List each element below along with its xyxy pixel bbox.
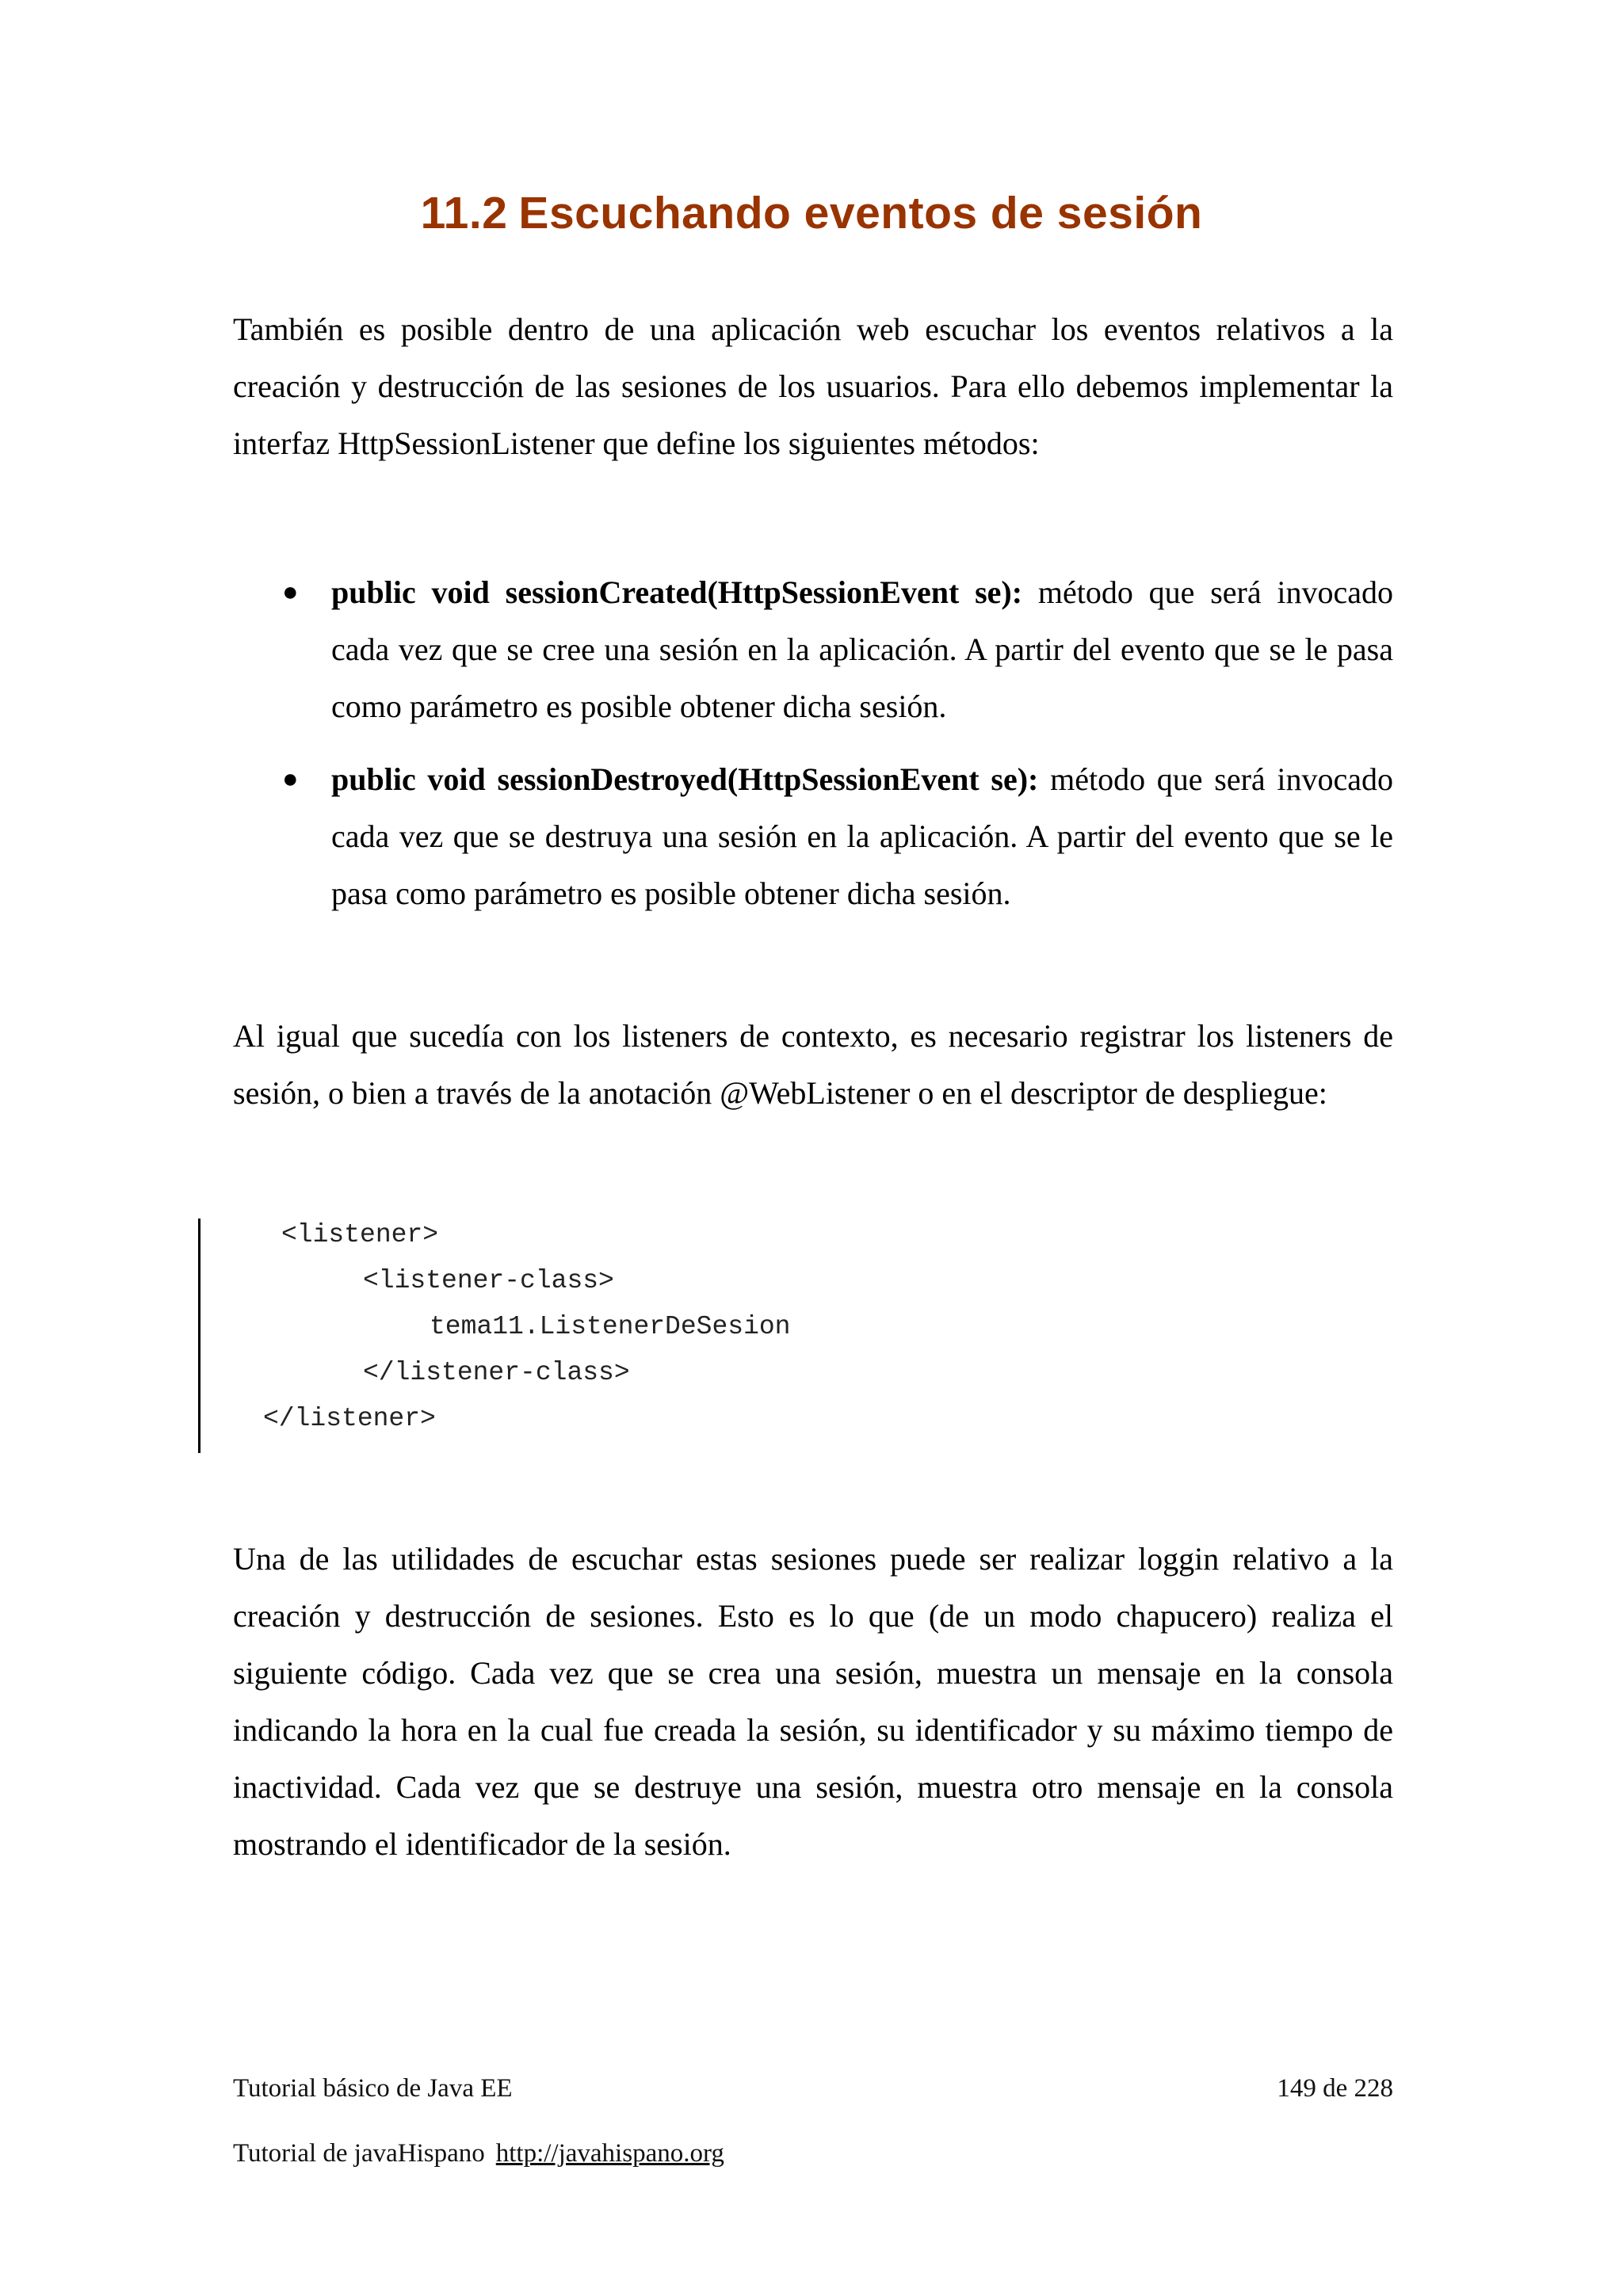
publisher-text: Tutorial de javaHispano <box>233 2139 485 2168</box>
code-line: tema11.ListenerDeSesion <box>430 1312 791 1341</box>
method-description: método que será invocado cada vez que se destruya una sesión en la aplicación. A partir del evento que se le pasa como parámetro es posible obtener dicha sesión. <box>331 761 1393 911</box>
code-line: </listener> <box>263 1404 436 1433</box>
methods-list <box>233 564 1393 938</box>
code-block-border <box>198 1219 200 1453</box>
footer-book-title: Tutorial básico de Java EE <box>233 2074 513 2103</box>
section-heading <box>0 187 1623 239</box>
list-item <box>233 564 1393 735</box>
intro-paragraph: También es posible dentro de una aplicación web escuchar los eventos relativos a la creación y destrucción de las sesiones de los usuarios. Para ello debemos implementar la interfaz HttpSessionListener que define los siguientes métodos: <box>233 311 1393 461</box>
method-signature: public void sessionCreated(HttpSessionEvent se): <box>331 574 1023 610</box>
code-line: <listener-class> <box>363 1266 614 1295</box>
footer-page-number <box>1277 2074 1393 2103</box>
page-current: 149 <box>1277 2074 1316 2103</box>
method-description: método que será invocado cada vez que se cree una sesión en la aplicación. A partir del evento que se le pasa como parámetro es posible obtener dicha sesión. <box>331 574 1394 724</box>
code-line: </listener-class> <box>363 1358 630 1387</box>
bullet-icon: ● <box>282 578 299 607</box>
bullet-icon: ● <box>282 765 299 794</box>
publisher-link[interactable]: http://javahispano.org <box>495 2139 724 2168</box>
page-separator: de <box>1323 2074 1348 2103</box>
method-signature: public void sessionDestroyed(HttpSessionEvent se): <box>331 761 1039 797</box>
section-number: 11.2 <box>420 188 508 238</box>
page-total: 228 <box>1354 2074 1393 2103</box>
code-line: <listener> <box>281 1220 439 1249</box>
list-item <box>233 751 1393 922</box>
registration-paragraph: Al igual que sucedía con los listeners de contexto, es necesario registrar los listeners de sesión, o bien a través de la anotación @WebListener o en el descriptor de despliegue: <box>233 1018 1393 1111</box>
closing-paragraph: Una de las utilidades de escuchar estas sesiones puede ser realizar loggin relativo a la creación y destrucción de sesiones. Esto es lo que (de un modo chapucero) realiza el siguiente código. Cada vez que se crea una sesión, muestra un mensaje en la consola indicando la hora en la cual fue creada la sesión, su identificador y su máximo tiempo de inactividad. Cada vez que se destruye una sesión, muestra otro mensaje en la consola mostrando el identificador de la sesión. <box>233 1541 1393 1862</box>
footer-publisher <box>233 2139 724 2168</box>
section-title: Escuchando eventos de sesión <box>518 188 1203 238</box>
